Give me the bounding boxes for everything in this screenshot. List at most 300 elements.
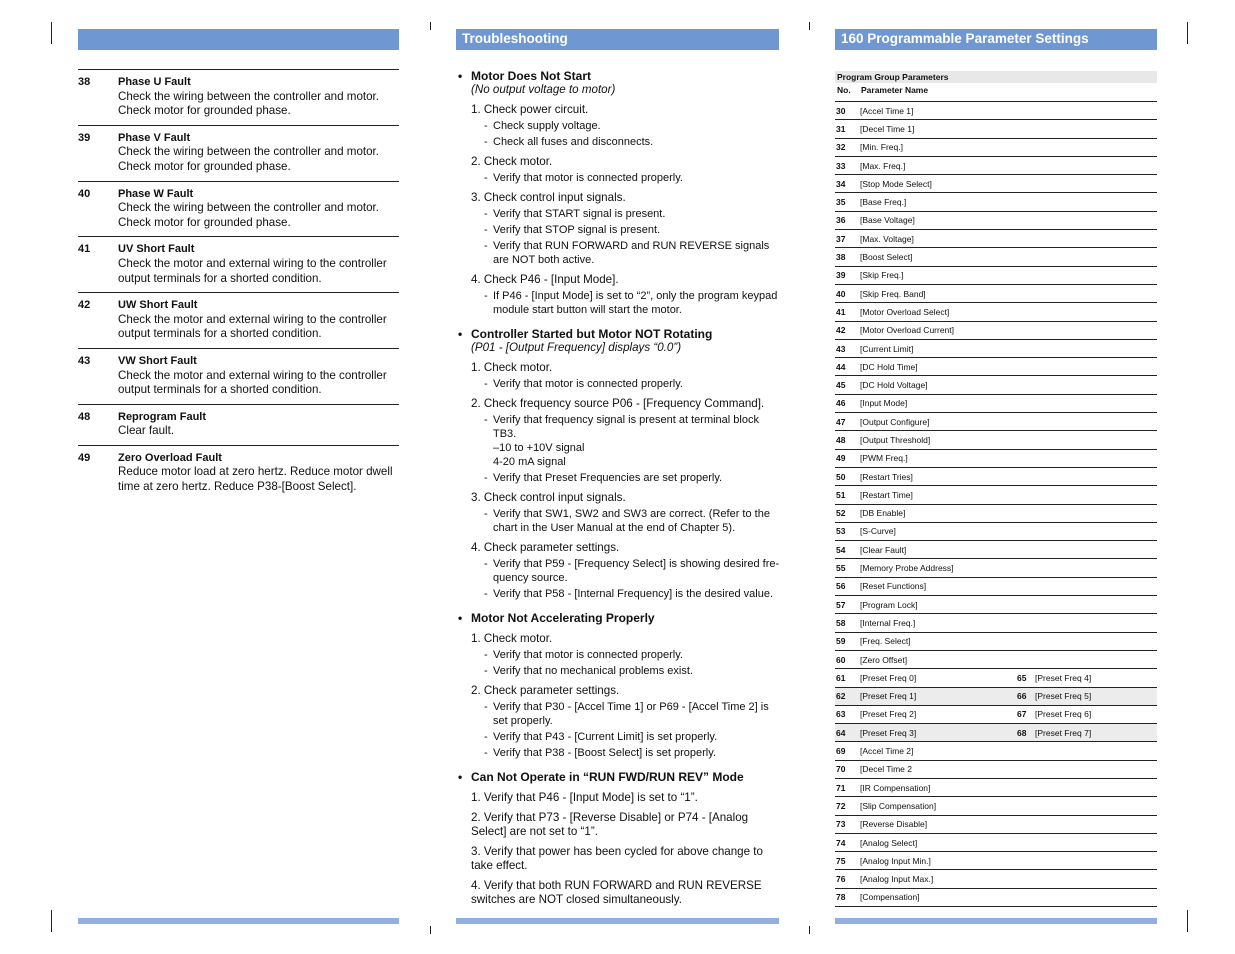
step-label: 3. Check control input signals.	[471, 491, 626, 504]
dash-icon: -	[484, 747, 488, 759]
sub-item	[471, 223, 780, 237]
table-row	[835, 816, 1157, 834]
param-number: 43	[836, 343, 846, 354]
bullet-icon: •	[458, 770, 463, 784]
param-number: 31	[836, 123, 846, 134]
sub-item-text: Verify that START signal is present.	[493, 208, 666, 220]
param-number: 56	[836, 581, 846, 592]
step-label: 2. Check motor.	[471, 155, 553, 168]
fault-body	[118, 75, 399, 119]
fault-item	[78, 348, 399, 404]
param-name: [DC Hold Voltage]	[860, 380, 928, 391]
fault-item	[78, 181, 399, 237]
param-number: 39	[836, 270, 846, 281]
param-number: 30	[836, 105, 846, 116]
table-row	[835, 688, 1157, 706]
table-row	[835, 779, 1157, 797]
troubleshooting-section	[458, 327, 780, 601]
table-row	[835, 852, 1157, 870]
param-number: 44	[836, 361, 846, 372]
param-name: [Reverse Disable]	[860, 819, 928, 830]
fault-list	[78, 69, 399, 501]
fault-item	[78, 69, 399, 125]
fault-body	[118, 242, 399, 286]
troubleshooting-section	[458, 770, 780, 907]
sub-item	[471, 289, 780, 317]
param-number: 34	[836, 178, 846, 189]
dash-icon: -	[484, 508, 488, 520]
step	[458, 103, 780, 149]
fault-body	[118, 187, 399, 231]
param-number: 54	[836, 544, 846, 555]
sub-item-text: Check supply voltage.	[493, 120, 601, 132]
param-number: 75	[836, 855, 846, 866]
section-title-text: Can Not Operate in “RUN FWD/RUN REV” Mode	[471, 770, 744, 784]
param-number: 74	[836, 837, 846, 848]
section-title-text: Controller Started but Motor NOT Rotating	[471, 327, 713, 341]
step	[458, 361, 780, 391]
crop-mark	[809, 926, 810, 934]
step-label: 2. Verify that P73 - [Reverse Disable] or P74 - [Analog Select] are not set to “1”.	[471, 811, 749, 838]
table-row	[835, 486, 1157, 504]
table-row	[835, 523, 1157, 541]
param-number: 50	[836, 471, 846, 482]
dash-icon: -	[484, 649, 488, 661]
param-number: 38	[836, 252, 846, 263]
dash-icon: -	[484, 290, 488, 302]
param-name: [Memory Probe Address]	[860, 563, 954, 574]
sub-item	[471, 171, 780, 185]
param-number: 40	[836, 288, 846, 299]
table-group-label: Program Group Parameters	[835, 71, 1157, 83]
table-row	[835, 468, 1157, 486]
sub-item-text: Verify that P43 - [Current Limit] is set properly.	[493, 731, 718, 743]
param-number: 32	[836, 142, 846, 153]
param-name: [Max. Voltage]	[860, 233, 914, 244]
fault-number: 40	[78, 187, 91, 200]
header-bar-parameters	[835, 29, 1157, 50]
table-row	[835, 120, 1157, 138]
table-row	[835, 889, 1157, 907]
footer-bar	[78, 918, 399, 924]
table-row	[835, 651, 1157, 669]
param-name: [Decel Time 1]	[860, 123, 915, 134]
sub-item	[471, 135, 780, 149]
section-title	[458, 69, 780, 83]
param-name: [Stop Mode Select]	[860, 178, 932, 189]
bullet-icon: •	[458, 611, 463, 625]
param-name: [Freq. Select]	[860, 636, 911, 647]
param-name: [Program Lock]	[860, 599, 918, 610]
param-number: 42	[836, 325, 846, 336]
table-row	[835, 505, 1157, 523]
table-row	[835, 358, 1157, 376]
table-row	[835, 285, 1157, 303]
dash-icon: -	[484, 588, 488, 600]
fault-number: 38	[78, 76, 91, 88]
step	[458, 684, 780, 760]
param-name: [Preset Freq 3]	[860, 727, 917, 738]
step	[458, 491, 780, 535]
sub-item	[471, 507, 780, 535]
fault-body	[118, 410, 399, 439]
param-name: [Preset Freq 0]	[860, 672, 917, 683]
bullet-icon: •	[458, 327, 463, 341]
table-row	[835, 193, 1157, 211]
fault-item	[78, 125, 399, 181]
param-number: 53	[836, 526, 846, 537]
step-label: 4. Verify that both RUN FORWARD and RUN REVERSE switches are NOT closed simultaneously.	[471, 879, 762, 906]
table-row	[835, 340, 1157, 358]
header-bar-troubleshooting	[456, 29, 779, 50]
step	[458, 397, 780, 485]
param-name: [PWM Freq.]	[860, 453, 908, 464]
param-name-2: [Preset Freq 6]	[1035, 709, 1092, 720]
param-number: 70	[836, 764, 846, 775]
table-row	[835, 175, 1157, 193]
param-name: [Boost Select]	[860, 252, 913, 263]
table-row	[835, 413, 1157, 431]
sub-item-text: Verify that P38 - [Boost Select] is set properly.	[493, 747, 716, 759]
param-number: 47	[836, 416, 846, 427]
table-row	[835, 761, 1157, 779]
section-title	[458, 611, 780, 625]
param-number-2: 68	[1017, 727, 1027, 738]
step-label: 3. Check control input signals.	[471, 191, 626, 204]
fault-description: Check the wiring between the controller and motor. Check motor for grounded phase.	[118, 89, 380, 118]
step	[458, 845, 780, 873]
dash-icon: -	[484, 208, 488, 220]
dash-icon: -	[484, 120, 488, 132]
sub-item-text: Verify that no mechanical problems exist.	[493, 665, 693, 677]
param-name: [Current Limit]	[860, 343, 914, 354]
table-row	[835, 212, 1157, 230]
param-number: 73	[836, 819, 846, 830]
section-subtitle: (No output voltage to motor)	[471, 83, 616, 96]
param-name: [Restart Tries]	[860, 471, 913, 482]
sub-item	[471, 377, 780, 391]
sub-item	[471, 746, 780, 760]
section-title-text: Motor Not Accelerating Properly	[471, 611, 655, 625]
troubleshooting-section	[458, 69, 780, 317]
dash-icon: -	[484, 665, 488, 677]
param-number: 76	[836, 874, 846, 885]
sub-item-text: Verify that motor is connected properly.	[493, 649, 683, 661]
parameter-table	[835, 71, 1157, 907]
fault-title: Phase V Fault	[118, 131, 191, 144]
crop-mark	[51, 910, 52, 932]
sub-item	[471, 413, 780, 469]
header-title-troubleshooting: Troubleshooting	[462, 31, 568, 46]
param-number-2: 65	[1017, 672, 1027, 683]
param-number-2: 66	[1017, 691, 1027, 702]
table-row	[835, 706, 1157, 724]
footer-bar	[835, 918, 1157, 924]
param-name: [Base Voltage]	[860, 215, 915, 226]
fault-body	[118, 451, 399, 495]
param-number: 41	[836, 306, 846, 317]
fault-title: VW Short Fault	[118, 354, 197, 367]
sub-item-text: Verify that STOP signal is present.	[493, 224, 661, 236]
param-number: 35	[836, 197, 846, 208]
param-number: 58	[836, 617, 846, 628]
param-name: [Clear Fault]	[860, 544, 907, 555]
param-name: [Reset Functions]	[860, 581, 927, 592]
column-header-name: Parameter Name	[861, 85, 929, 95]
param-name: [Decel Time 2	[860, 764, 912, 775]
crop-mark	[1187, 22, 1188, 44]
spacer	[458, 625, 780, 632]
fault-title: Reprogram Fault	[118, 410, 207, 423]
param-number: 49	[836, 453, 846, 464]
spacer	[458, 784, 780, 791]
fault-title: Zero Overload Fault	[118, 451, 222, 464]
param-number: 60	[836, 654, 846, 665]
sub-item-text: Verify that P30 - [Accel Time 1] or P69 - [Accel Time 2] is set properly.	[493, 701, 769, 727]
dash-icon: -	[484, 414, 488, 426]
step-label: 4. Check P46 - [Input Mode].	[471, 273, 619, 286]
sub-item	[471, 664, 780, 678]
fault-body	[118, 354, 399, 398]
param-number: 51	[836, 489, 846, 500]
sub-item	[471, 471, 780, 485]
troubleshooting-section	[458, 611, 780, 760]
fault-number: 42	[78, 299, 91, 312]
fault-item	[78, 236, 399, 292]
param-number: 37	[836, 233, 846, 244]
step-label: 1. Check motor.	[471, 361, 553, 374]
sub-item	[471, 119, 780, 133]
param-number: 71	[836, 782, 846, 793]
crop-mark	[1187, 910, 1188, 932]
sub-item-text: Verify that motor is connected properly.	[493, 378, 683, 390]
column-header-no: No.	[837, 85, 851, 95]
table-row	[835, 669, 1157, 687]
param-number: 46	[836, 398, 846, 409]
table-row	[835, 559, 1157, 577]
fault-item	[78, 292, 399, 348]
fault-body	[118, 131, 399, 175]
fault-title: UW Short Fault	[118, 299, 198, 312]
step	[458, 791, 780, 805]
sub-item	[471, 730, 780, 744]
step	[458, 191, 780, 267]
table-row	[835, 267, 1157, 285]
fault-description: Check the wiring between the controller and motor. Check motor for grounded phase.	[118, 145, 380, 173]
fault-number: 43	[78, 354, 91, 367]
dash-icon: -	[484, 136, 488, 148]
fault-number: 49	[78, 451, 91, 464]
param-number: 61	[836, 672, 846, 683]
table-row	[835, 797, 1157, 815]
fault-description: Check the motor and external wiring to the controller output terminals for a shorted condition.	[118, 368, 387, 397]
param-name: [Preset Freq 1]	[860, 691, 917, 702]
fault-description: Check the motor and external wiring to the controller output terminals for a shorted condition.	[118, 256, 387, 285]
table-row	[835, 431, 1157, 449]
param-name: [Preset Freq 2]	[860, 709, 917, 720]
param-number: 45	[836, 380, 846, 391]
crop-mark	[430, 22, 431, 30]
sub-item	[471, 239, 780, 267]
sub-item	[471, 207, 780, 221]
table-row	[835, 450, 1157, 468]
dash-icon: -	[484, 172, 488, 184]
param-number: 55	[836, 563, 846, 574]
param-number: 48	[836, 434, 846, 445]
param-name: [Base Freq.]	[860, 197, 907, 208]
table-row	[835, 633, 1157, 651]
param-name: [Output Threshold]	[860, 434, 931, 445]
param-number: 62	[836, 691, 846, 702]
sub-item	[471, 587, 780, 601]
bullet-icon: •	[458, 69, 463, 83]
header-bar-col1	[78, 29, 399, 50]
table-row	[835, 395, 1157, 413]
fault-title: UV Short Fault	[118, 243, 195, 256]
sub-item-text: Verify that P59 - [Frequency Select] is showing desired fre-quency source.	[493, 558, 780, 584]
sub-item-text: Verify that motor is connected properly.	[493, 172, 683, 184]
param-name: [Analog Select]	[860, 837, 918, 848]
dash-icon: -	[484, 701, 488, 713]
param-name: [Max. Freq.]	[860, 160, 906, 171]
param-number: 57	[836, 599, 846, 610]
fault-title: Phase U Fault	[118, 76, 191, 88]
step-label: 4. Check parameter settings.	[471, 541, 620, 554]
param-name: [Accel Time 2]	[860, 746, 914, 757]
param-name: [Motor Overload Current]	[860, 325, 955, 336]
param-name: [Accel Time 1]	[860, 105, 914, 116]
table-row	[835, 596, 1157, 614]
param-name: [Min. Freq.]	[860, 142, 903, 153]
sub-item	[471, 648, 780, 662]
param-name: [Motor Overload Select]	[860, 306, 950, 317]
table-row	[835, 870, 1157, 888]
param-name: [Skip Freq.]	[860, 270, 904, 281]
param-name-2: [Preset Freq 7]	[1035, 727, 1092, 738]
table-row	[835, 614, 1157, 632]
section-title	[458, 327, 780, 341]
param-number: 36	[836, 215, 846, 226]
table-row	[835, 303, 1157, 321]
param-name: [DC Hold Time]	[860, 361, 918, 372]
param-name: [Compensation]	[860, 892, 920, 903]
sub-item	[471, 557, 780, 585]
param-number: 72	[836, 800, 846, 811]
param-number: 52	[836, 508, 846, 519]
table-body	[835, 102, 1157, 907]
param-name: [Output Configure]	[860, 416, 930, 427]
sub-item	[471, 700, 780, 728]
step-label: 1. Check power circuit.	[471, 103, 589, 116]
sub-item-text: Verify that frequency signal is present at terminal block TB3. –10 to +10V signal 4-20 mA signal	[493, 414, 759, 468]
step	[458, 155, 780, 185]
step	[458, 811, 780, 839]
step-label: 3. Verify that power has been cycled for above change to take effect.	[471, 845, 763, 872]
step-label: 1. Check motor.	[471, 632, 553, 645]
table-row	[835, 248, 1157, 266]
param-name: [Input Mode]	[860, 398, 908, 409]
fault-item	[78, 445, 399, 501]
table-row	[835, 322, 1157, 340]
step	[458, 879, 780, 907]
param-name: [Analog Input Max.]	[860, 874, 934, 885]
fault-number: 41	[78, 243, 91, 256]
sub-item-text: If P46 - [Input Mode] is set to “2”, only the program keypad module start button will start the motor.	[493, 290, 778, 316]
dash-icon: -	[484, 378, 488, 390]
fault-title: Phase W Fault	[118, 187, 194, 200]
table-row	[835, 578, 1157, 596]
param-name: [Slip Compensation]	[860, 800, 937, 811]
table-row	[835, 742, 1157, 760]
table-row	[835, 834, 1157, 852]
fault-item	[78, 404, 399, 445]
param-number: 78	[836, 892, 846, 903]
crop-mark	[51, 22, 52, 44]
param-name: [Restart Time]	[860, 489, 913, 500]
dash-icon: -	[484, 731, 488, 743]
section-subtitle: (P01 - [Output Frequency] displays “0.0”)	[471, 341, 682, 354]
step	[458, 273, 780, 317]
section-title-text: Motor Does Not Start	[471, 69, 591, 83]
table-row	[835, 102, 1157, 120]
dash-icon: -	[484, 240, 488, 252]
sub-item-text: Verify that P58 - [Internal Frequency] is the desired value.	[493, 588, 774, 600]
param-name: [Skip Freq. Band]	[860, 288, 926, 299]
param-number: 59	[836, 636, 846, 647]
fault-description: Reduce motor load at zero hertz. Reduce motor dwell time at zero hertz. Reduce P38-[Boost Select].	[118, 465, 393, 494]
table-row	[835, 230, 1157, 248]
table-row	[835, 157, 1157, 175]
fault-body	[118, 298, 399, 342]
fault-description: Check the wiring between the controller and motor. Check motor for grounded phase.	[118, 201, 380, 229]
param-number: 63	[836, 709, 846, 720]
param-number: 69	[836, 746, 846, 757]
table-row	[835, 376, 1157, 394]
param-name: [Internal Freq.]	[860, 617, 916, 628]
sub-item-text: Verify that RUN FORWARD and RUN REVERSE signals are NOT both active.	[493, 240, 770, 266]
crop-mark	[809, 22, 810, 30]
param-name: [DB Enable]	[860, 508, 906, 519]
param-name-2: [Preset Freq 5]	[1035, 691, 1092, 702]
step	[458, 541, 780, 601]
fault-number: 39	[78, 131, 91, 144]
step-label: 2. Check parameter settings.	[471, 684, 620, 697]
param-number: 64	[836, 727, 846, 738]
param-name: [Analog Input Min.]	[860, 855, 931, 866]
param-name-2: [Preset Freq 4]	[1035, 672, 1092, 683]
dash-icon: -	[484, 558, 488, 570]
param-name: [IR Compensation]	[860, 782, 931, 793]
table-row	[835, 541, 1157, 559]
table-header	[835, 83, 1157, 102]
dash-icon: -	[484, 224, 488, 236]
crop-mark	[430, 926, 431, 934]
table-row	[835, 724, 1157, 742]
sub-item-text: Verify that Preset Frequencies are set properly.	[493, 472, 723, 484]
troubleshooting-content	[458, 69, 780, 917]
param-name: [S-Curve]	[860, 526, 896, 537]
header-title-parameters: 160 Programmable Parameter Settings	[841, 31, 1089, 46]
step-label: 1. Verify that P46 - [Input Mode] is set to “1”.	[471, 791, 698, 804]
sub-item-text: Verify that SW1, SW2 and SW3 are correct. (Refer to the chart in the User Manual at the end of Chapter 5).	[493, 508, 770, 534]
fault-description: Clear fault.	[118, 424, 175, 438]
fault-description: Check the motor and external wiring to the controller output terminals for a shorted condition.	[118, 312, 387, 341]
section-title	[458, 770, 780, 784]
param-number: 33	[836, 160, 846, 171]
dash-icon: -	[484, 472, 488, 484]
sub-item-text: Check all fuses and disconnects.	[493, 136, 654, 148]
footer-bar	[456, 918, 779, 924]
